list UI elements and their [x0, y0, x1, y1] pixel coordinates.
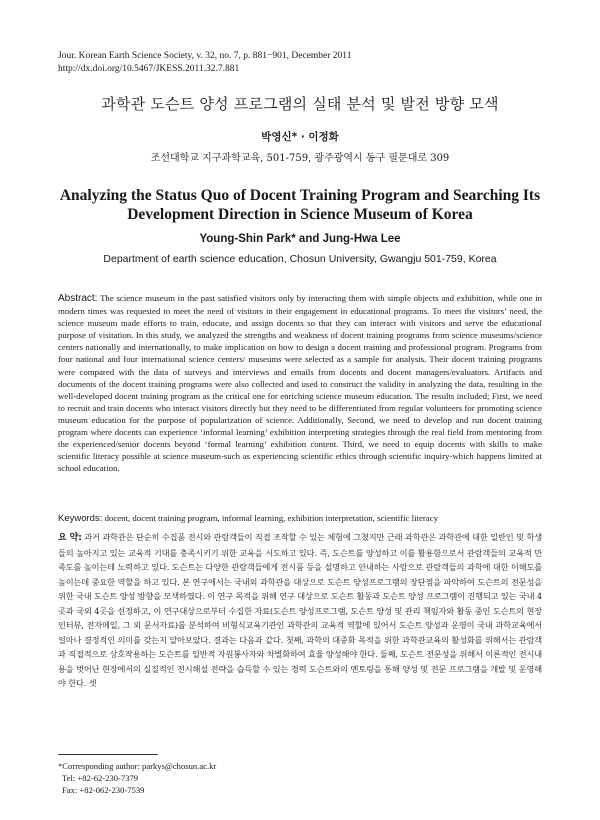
korean-authors: 박영신* · 이정화 [261, 131, 339, 143]
footnote-divider [58, 754, 158, 755]
journal-citation: Jour. Korean Earth Science Society, v. 32, no. 7, p. 881−901, December 2011 [58, 51, 352, 61]
english-authors: Young-Shin Park* and Jung-Hwa Lee [199, 233, 401, 245]
doi-link[interactable]: http://dx.doi.org/10.5467/JKESS.2011.32.7.881 [58, 64, 240, 74]
keywords-text: docent, docent training program, informal learning, exhibition interpretation, scientific literacy [104, 513, 438, 523]
footnote [58, 760, 216, 796]
journal-header [58, 50, 351, 76]
telephone: Tel: +82-62-230-7379 [62, 773, 139, 783]
fax: Fax: +82-062-230-7539 [62, 785, 145, 795]
keywords [58, 512, 542, 525]
korean-title: 과학관 도슨트 양성 프로그램의 실태 분석 및 발전 방향 모색 [101, 95, 499, 113]
keywords-label: Keywords: [58, 513, 103, 524]
korean-abstract [58, 530, 542, 691]
abstract-label: Abstract: [58, 293, 98, 304]
korean-abstract-label: 요 약: [58, 533, 82, 543]
korean-abstract-text: 과거 과학관은 단순히 수집품 전시와 관람객들이 직접 조작할 수 있는 체험에 그쳤지만 근래 과학관은 과학관에 대한 일반인 및 학생들의 높아지고 있는 교육적 기대를 충족시키기 위한 교육을 시도하고 있다. 즉, 도슨트를 양성하고 이를 활용함으로서 관람객들의 교육적 만족도를 높이는데 노력하고 있다. 도슨트는 다양한 관람객들에게 전시품 등을 설명하고 안내하는 사람으로 관람객들의 과학에 대한 이해도를 높이는데 중요한 역할을 하고 있다. 본 연구에서는 국내외 과학관을 대상으로 도슨트 양성프로그램의 장단점을 파악하여 도슨트의 전문성을 위한 국내 도슨트 양성 방향을 모색하였다. 이 연구 목적을 위해 연구 대상으로 도슨트 활동과 도슨트 양성 프로그램이 진행되고 있는 국내 4곳과 국외 4곳을 선정하고, 이 연구대상으로부터 수집한 자료(도슨트 양성프로그램, 도슨트 양성 및 관리 책임자와 활동 중인 도슨트의 현장 인터뷰, 전자메일, 그 외 문서자료)를 분석하여 비형식교육기관인 과학관의 교육적 역할에 있어서 도슨트 양성과 운영이 국내 과학교육에서 얼마나 결정적인 의미를 갖는지 알아보았다. 결과는 다음과 같다. 첫째, 과학의 대중화 목적을 위한 과학관교육의 활성화를 위해서는 관람객과 직접적으로 상호작용하는 도슨트를 일반적 자원봉사자와 차별화하여 효율 양성해야 한다. 둘째, 도슨트 전문성을 위해서 이론적인 전시내용을 벗어난 현장에서의 실질적인 전시해설 전략을 습득할 수 있는 경력 도슨트와의 멘토링을 통해 양성 및 전문 프로그램을 개발 및 운영해야 한다. 셋 [58, 532, 542, 688]
english-affiliation: Department of earth science education, Chosun University, Gwangju 501-759, Korea [103, 253, 497, 265]
abstract-text: The science museum in the past satisfied visitors only by interacting them with simple objects and exhibition, while one in modern times was requested to meet the need of visitors in their engagement in educational programs. To meet the visitors’ need, the science museum made efforts to train, educate, and assign docents so that they can interact with visitors and serve the educational purpose of visitation. In this study, we analyzed the strengths and weakness of docent training programs from science museums/science centers nationally and internationally, to make implication on how to design a docent training and professional program. Programs from four national and four international science centers/ museums were selected as a sample for analysis. Their docent training programs were compared with the data of surveys and interviews and emails from docents and docent managers/evaluators. Artifacts and documents of the docent training programs were also collected and used to construct the validity in analyzing the data, resulting in the well-developed docent training program as the critical one for enriching science museum education. The results included; First, we need to recruit and train docents who interact visitors directly but they need to be differentiated from regular volunteers for promoting science museum education for the purpose of popularization of science. Additionally, Second, we need to develop and run docent training program where docents can experience ‘informal learning’ exhibition interpreting strategies through the real field from mentoring from the experienced/senior docents beyond ‘formal learning’ exhibition content. Third, we need to equip docents with skills to make scientific literacy possible at science museum-such as experiencing scientific ethics through scientific inquiry-which happens limited at school education. [58, 293, 542, 474]
english-abstract [58, 292, 542, 474]
english-title: Analyzing the Status Quo of Docent Training Program and Searching Its Development Direction in Science Museum of Korea [59, 187, 541, 223]
korean-affiliation: 조선대학교 지구과학교육, 501-759, 광주광역시 동구 필문대로 309 [150, 153, 450, 164]
corresponding-author: *Corresponding author: parkys@chosun.ac.kr [58, 761, 217, 771]
